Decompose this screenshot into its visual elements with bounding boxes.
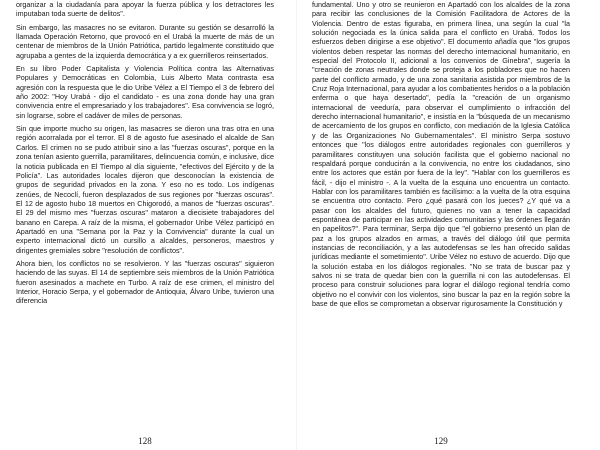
page-number-left: 128: [138, 436, 152, 446]
paragraph: organizar a la ciudadanía para apoyar la fuerza pública y los detractores les imputaban toda suerte de delitos".: [16, 0, 274, 19]
left-page-text: [16, 0, 274, 436]
paragraph: fundamental. Uno y otro se reunieron en Apartadó con los alcaldes de la zona para recibir las conclusiones de la Comisión Facilitadora de Actores de la Violencia. Dentro de estas figuraba, en primera línea, una según la cual "la solución negociada es la única salida para el conflicto en Urabá. Todos los esfuerzos deben dirigirse a ese objetivo". El documento añadía que "los grupos violentos deben respetar las normas del derecho internacional humanitario, en especial del Protocolo II, adicional a los convenios de Ginebra", sugería la "creación de zonas neutrales donde se proteja a los pobladores que no hacen parte del conflicto armado, y de una zona sanitaria asistida por miembros de la Cruz Roja Internacional, para ayudar a los combatientes heridos o a la población enferma o que haya desertado", pedía la "creación de un organismo internacional de veeduría, para observar el cumplimiento o infracción del derecho internacional humanitario", e insistía en la "búsqueda de un mecanismo de acercamiento de los grupos en conflicto, con mediación de la Iglesia Católica y de las Organizaciones No Gubernamentales". El ministro Serpa sostuvo entonces que "los diálogos entre autoridades regionales con guerrilleros y paramilitares constituyen una solución facilista que el gobierno nacional no respaldará porque conducirán a la convivencia, no entre los ciudadanos, sino entre los actores que están por fuera de la ley". "Hablar con los guerrilleros es fácil, - dijo el ministro -. A la vuelta de la esquina uno encuentra un contacto. Hablar con los paramilitares también es facilísimo: a la vuelta de la otra esquina se encuentra otro contacto. Pero ¿qué pasará con los jueces? ¿Y qué va a pasar con los alcaldes del futuro, quienes no van a tener la capacidad espontánea de participar en las actividades comunitarias y las órdenes llegarán en papelitos?". Para terminar, Serpa dijo que "el gobierno presentó un plan de paz a los grupos alzados en armas, a través del diálogo útil que permita instancias de reconciliación, y a las autodefensas se les han ofrecido salidas jurídicas mediante el sometimiento". Uribe Vélez no estuvo de acuerdo. Dijo que la solución estaba en los diálogos regionales. "No se trata de buscar paz y salvos ni se trata de quedar bien con la guerrilla ni con las autodefensas. El proceso para construir soluciones para lograr el diálogo regional tendría como objetivo no el convivir con los violentos, sino buscar la paz en la región sobre la base de que ellos se comprometan a observar rigurosamente la Constitución y: [312, 0, 570, 308]
paragraph: Sin embargo, las masacres no se evitaron. Durante su gestión se desarrolló la llamada Operación Retorno, que provocó en el Urabá la muerte de más de un centenar de miembros de la Unión Patriótica, partido legalmente constituido que agrupaba a gentes de la izquierda democrática y a ex guerrilleros reinsertados.: [16, 22, 274, 60]
paragraph: Sin que importe mucho su origen, las masacres se dieron una tras otra en una región acorralada por el terror. El 8 de agosto fue asesinado el alcalde de San Carlos. El crimen no se pudo atribuir sino a las "fuerzas oscuras", porque en la zona tenían asiento guerrilla, paramilitares, delincuencia común, e inclusive, dice la noticia publicada en El Tiempo al día siguiente, "efectivos del Ejército y de la Policía". Las autoridades locales dijeron que desconocían la existencia de grupos de seguridad privados en la zona. Y eso no es todo. Los indígenas zenúes, de Necoclí, fueron desplazados de sus regiones por "fuerzas oscuras". El 12 de agosto hubo 18 muertos en Chigorodó, a manos de "fuerzas oscuras". El 29 del mismo mes "fuerzas oscuras" mataron a diecisiete trabajadores del banano en Carepa. A raíz de la misma, el gobernador Uribe Vélez participó en Apartadó en una "Semana por la Paz y la Convivencia" durante la cual un experto internacional dictó un cursillo a alcaldes, personeros, maestros y dirigentes gremiales sobre "resolución de conflictos".: [16, 124, 274, 255]
paragraph: En su libro Poder Capitalista y Violencia Política contra las Alternativas Populares y Democráticas en Colombia, Luis Alberto Mata contrasta esa agresión con la respuesta que le dio Uribe Vélez a El Tiempo el 3 de febrero del año 2002: "Hoy Urabá - dijo el candidato - es una zona donde hay una gran convivencia entre el empresariado y los trabajadores". Esa convivencia se logró, sin lograrse, sobre el cadáver de miles de personas.: [16, 64, 274, 120]
paragraph: Ahora bien, los conflictos no se resolvieron. Y las "fuerzas oscuras" siguieron haciendo de las suyas. El 14 de septiembre seis miembros de la Unión Patriótica fueron asesinados a machete en Turbo. A raíz de ese crimen, el ministro del Interior, Horacio Serpa, y el gobernador de Antioquia, Álvaro Uribe, tuvieron una diferencia: [16, 258, 274, 306]
right-page-text: [312, 0, 570, 436]
right-page: [312, 0, 570, 450]
page-number-right: 129: [434, 436, 448, 446]
left-page: [16, 0, 274, 450]
book-gutter: [296, 0, 297, 450]
